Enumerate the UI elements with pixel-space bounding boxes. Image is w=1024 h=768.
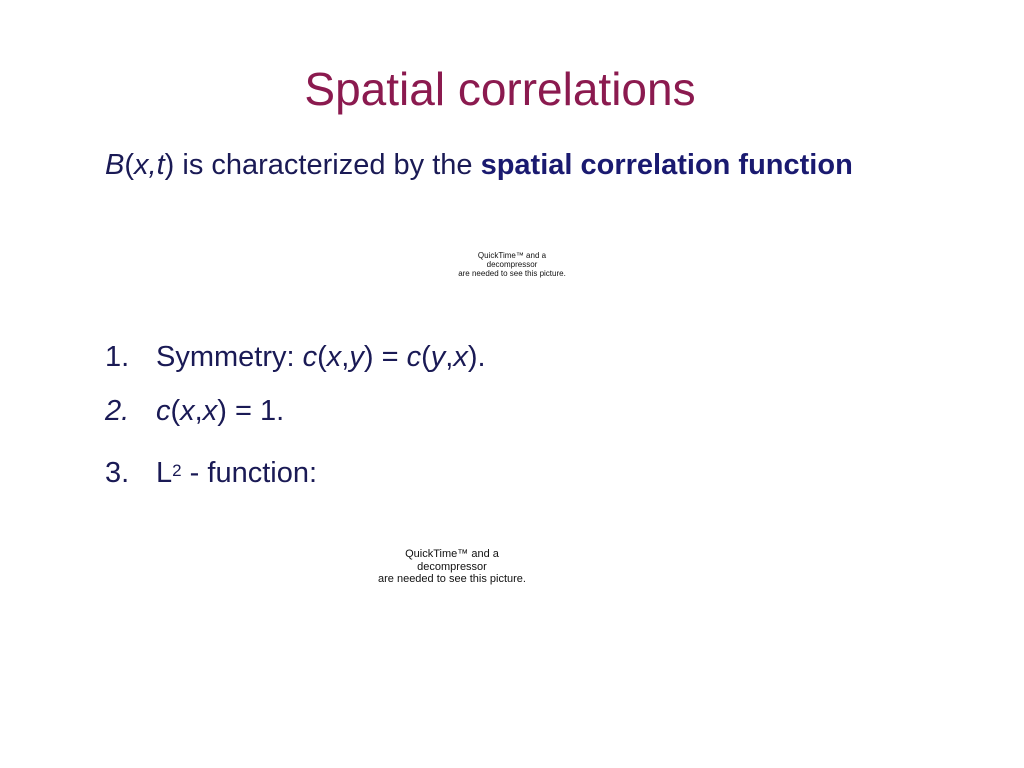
slide-title: Spatial correlations <box>304 63 696 115</box>
item-1-label: Symmetry: <box>156 341 303 373</box>
item-1-a1: x <box>326 341 342 373</box>
item-1-c2: c <box>406 341 422 373</box>
item-2-rest: ) = 1. <box>217 395 285 427</box>
item-3-l: L <box>156 457 173 489</box>
placeholder-2-line-3: are needed to see this picture. <box>378 573 526 585</box>
item-3-rest: - function: <box>181 457 318 489</box>
item-number-3: 3. <box>105 457 130 489</box>
placeholder-1-line-1: QuickTime™ and a <box>477 251 547 260</box>
list-item-l2-function <box>105 457 317 490</box>
placeholder-1-line-2: decompressor <box>486 260 538 269</box>
intro-text: B(x,t) is characterized by the spatial correlation function <box>105 149 853 181</box>
placeholder-2-line-1: QuickTime™ and a <box>405 548 499 560</box>
function-args: x,t <box>134 149 165 181</box>
item-3-superscript: 2 <box>172 461 182 480</box>
function-name: B <box>105 149 125 181</box>
placeholder-1-line-3: are needed to see this picture. <box>458 269 566 278</box>
item-1-b2: x <box>453 341 468 373</box>
item-number-1: 1. <box>105 341 130 373</box>
list-item-self-correlation: 2. c(x,x) = 1. <box>105 395 285 427</box>
item-1-a2: y <box>430 341 446 373</box>
placeholder-2-line-2: decompressor <box>417 560 487 573</box>
intro-bold-text: spatial correlation function <box>480 149 853 181</box>
item-1-eq: = <box>373 341 407 373</box>
image-placeholder-2 <box>362 548 542 586</box>
item-1-b1: y <box>349 341 364 373</box>
intro-middle-text: is characterized by the <box>174 149 481 181</box>
item-2-c: c <box>156 395 171 427</box>
item-number-2: 2. <box>105 395 130 427</box>
image-placeholder-1 <box>430 251 594 278</box>
item-1-end: ). <box>467 341 486 373</box>
item-1-c1: c <box>302 341 318 373</box>
item-2-b: x <box>202 395 218 427</box>
list-item-symmetry: 1. Symmetry: c(x,y) = c(y,x). <box>105 341 486 373</box>
item-2-a: x <box>180 395 195 427</box>
